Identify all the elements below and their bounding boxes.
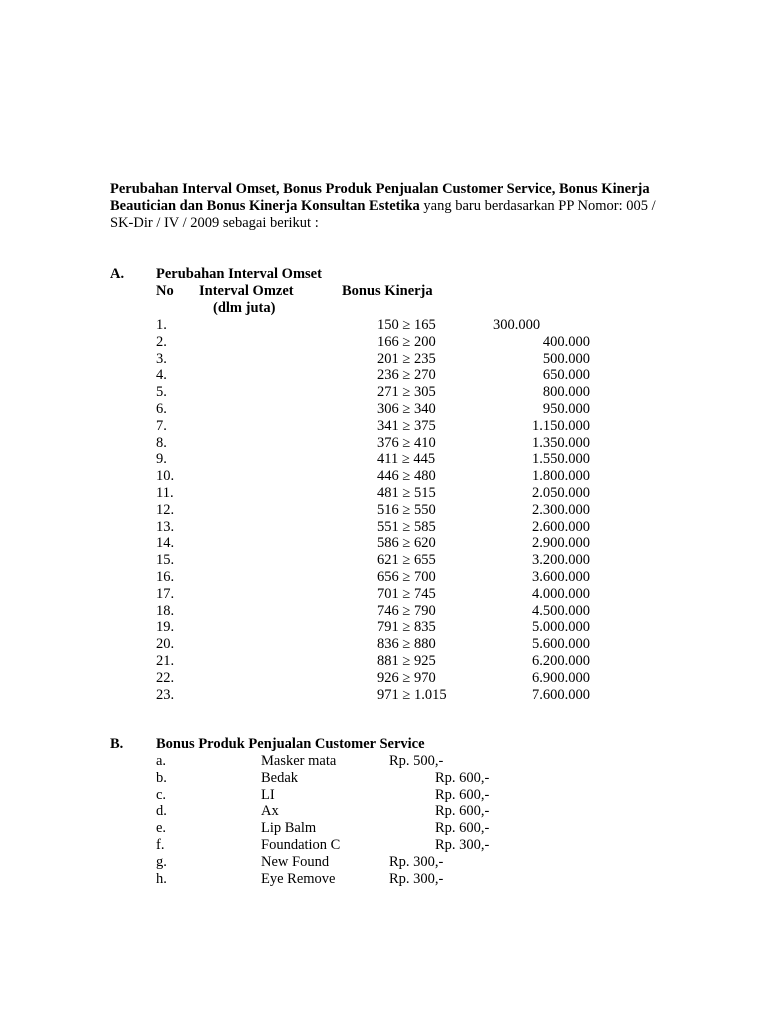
item-price: Rp. 600,-	[435, 786, 490, 803]
column-header-bonus: Bonus Kinerja	[342, 283, 433, 299]
item-price: Rp. 300,-	[435, 837, 490, 853]
row-interval: 971 ≥ 1.015	[377, 686, 447, 703]
list-item	[0, 753, 768, 770]
row-number: 10.	[156, 468, 175, 485]
table-row	[0, 401, 768, 418]
item-price: Rp. 500,-	[389, 753, 444, 769]
row-bonus: 1.150.000	[532, 417, 590, 434]
row-interval: 701 ≥ 745	[377, 585, 436, 602]
row-interval: 881 ≥ 925	[377, 653, 436, 669]
item-product: New Found	[261, 853, 330, 870]
list-item	[0, 787, 768, 804]
row-bonus: 3.600.000	[532, 569, 590, 585]
item-product: Masker mata	[261, 753, 337, 769]
row-bonus: 3.200.000	[532, 552, 590, 569]
row-bonus: 950.000	[542, 401, 590, 417]
table-row	[0, 670, 768, 687]
item-letter: f.	[156, 837, 165, 853]
item-letter: a.	[156, 753, 167, 769]
row-bonus: 4.000.000	[532, 585, 590, 602]
list-item	[0, 854, 768, 871]
row-bonus: 300.000	[493, 317, 541, 333]
column-header-interval-unit: (dlm juta)	[213, 300, 276, 316]
item-product: Foundation C	[261, 837, 341, 853]
section-a-letter: A.	[110, 266, 125, 282]
row-number: 23.	[156, 686, 175, 703]
table-row	[0, 687, 768, 704]
row-bonus: 2.300.000	[532, 501, 590, 518]
item-letter: h.	[156, 870, 167, 887]
row-interval: 271 ≥ 305	[377, 384, 436, 401]
item-price: Rp. 600,-	[435, 769, 490, 786]
table-row	[0, 502, 768, 519]
table-row	[0, 569, 768, 586]
row-bonus: 5.600.000	[532, 636, 590, 653]
section-a-title: Perubahan Interval Omset	[156, 266, 322, 282]
row-interval: 836 ≥ 880	[377, 636, 436, 653]
row-interval: 341 ≥ 375	[377, 417, 436, 434]
item-product: Bedak	[261, 769, 299, 786]
row-bonus: 2.050.000	[532, 485, 590, 501]
section-b-letter: B.	[110, 736, 124, 752]
item-letter: d.	[156, 803, 167, 820]
row-number: 5.	[156, 384, 167, 401]
item-letter: e.	[156, 820, 167, 837]
row-number: 7.	[156, 417, 167, 434]
intro-normal-text: yang baru berdasarkan PP Nomor: 005 / SK-Dir / IV / 2009 sebagai berikut :	[110, 198, 656, 231]
row-interval: 376 ≥ 410	[377, 434, 436, 451]
row-number: 20.	[156, 636, 175, 653]
row-bonus: 6.900.000	[532, 669, 590, 686]
row-number: 13.	[156, 518, 175, 535]
list-item	[0, 803, 768, 820]
table-row	[0, 519, 768, 536]
row-bonus: 650.000	[542, 367, 590, 384]
table-row	[0, 384, 768, 401]
table-row	[0, 552, 768, 569]
row-interval: 621 ≥ 655	[377, 552, 436, 569]
item-product: Ax	[261, 803, 279, 820]
row-number: 21.	[156, 653, 175, 669]
row-interval: 201 ≥ 235	[377, 350, 436, 367]
row-number: 1.	[156, 317, 167, 333]
row-bonus: 6.200.000	[532, 653, 590, 669]
row-bonus: 2.900.000	[532, 535, 590, 552]
row-interval: 446 ≥ 480	[377, 468, 436, 485]
item-letter: c.	[156, 786, 167, 803]
item-letter: b.	[156, 769, 167, 786]
table-row	[0, 653, 768, 670]
list-item	[0, 837, 768, 854]
row-number: 9.	[156, 451, 167, 468]
row-number: 19.	[156, 619, 175, 636]
item-price: Rp. 300,-	[389, 870, 444, 887]
table-row	[0, 586, 768, 603]
section-b-title: Bonus Produk Penjualan Customer Service	[156, 736, 425, 752]
row-bonus: 1.550.000	[532, 451, 590, 468]
list-item	[0, 871, 768, 888]
row-number: 11.	[156, 485, 174, 501]
row-number: 12.	[156, 501, 175, 518]
row-bonus: 800.000	[542, 384, 590, 401]
item-price: Rp. 600,-	[435, 820, 490, 837]
row-bonus: 7.600.000	[532, 686, 590, 703]
row-interval: 166 ≥ 200	[377, 333, 436, 350]
row-number: 2.	[156, 333, 167, 350]
row-bonus: 1.800.000	[532, 468, 590, 485]
table-row	[0, 485, 768, 502]
row-interval: 551 ≥ 585	[377, 518, 436, 535]
row-number: 14.	[156, 535, 175, 552]
item-price: Rp. 600,-	[435, 803, 490, 820]
table-row	[0, 619, 768, 636]
row-interval: 926 ≥ 970	[377, 669, 436, 686]
table-row	[0, 317, 768, 334]
row-number: 3.	[156, 350, 167, 367]
row-bonus: 4.500.000	[532, 602, 590, 619]
row-bonus: 5.000.000	[532, 619, 590, 636]
row-interval: 656 ≥ 700	[377, 569, 436, 585]
intro-bold-text: Perubahan Interval Omset, Bonus Produk Penjualan Customer Service, Bonus Kinerja Beautician dan Bonus Kinerja Konsultan Estetika	[110, 181, 650, 214]
item-product: Lip Balm	[261, 820, 317, 837]
list-item	[0, 820, 768, 837]
row-number: 15.	[156, 552, 175, 569]
table-row	[0, 367, 768, 384]
item-product: Eye Remove	[261, 870, 336, 887]
item-letter: g.	[156, 853, 167, 870]
table-row	[0, 603, 768, 620]
row-number: 6.	[156, 401, 167, 417]
row-number: 4.	[156, 367, 167, 384]
row-interval: 791 ≥ 835	[377, 619, 436, 636]
row-interval: 481 ≥ 515	[377, 485, 436, 501]
row-bonus: 1.350.000	[532, 434, 590, 451]
table-row	[0, 451, 768, 468]
table-row	[0, 468, 768, 485]
table-row	[0, 418, 768, 435]
row-number: 8.	[156, 434, 167, 451]
row-number: 17.	[156, 585, 175, 602]
row-interval: 411 ≥ 445	[377, 451, 436, 468]
list-item	[0, 770, 768, 787]
row-interval: 306 ≥ 340	[377, 401, 436, 417]
table-row	[0, 334, 768, 351]
table-row	[0, 435, 768, 452]
column-header-no: No	[156, 283, 174, 299]
column-header-interval: Interval Omzet	[199, 283, 294, 299]
row-interval: 236 ≥ 270	[377, 367, 436, 384]
row-number: 18.	[156, 602, 175, 619]
item-price: Rp. 300,-	[389, 853, 444, 870]
row-interval: 746 ≥ 790	[377, 602, 436, 619]
row-bonus: 2.600.000	[532, 518, 590, 535]
table-row	[0, 351, 768, 368]
intro-paragraph	[110, 181, 670, 232]
row-interval: 150 ≥ 165	[377, 317, 436, 333]
row-bonus: 500.000	[542, 350, 590, 367]
row-interval: 516 ≥ 550	[377, 501, 436, 518]
item-product: LI	[261, 786, 275, 803]
row-number: 22.	[156, 669, 175, 686]
table-row	[0, 636, 768, 653]
row-bonus: 400.000	[542, 333, 590, 350]
table-row	[0, 535, 768, 552]
row-interval: 586 ≥ 620	[377, 535, 436, 552]
row-number: 16.	[156, 569, 175, 585]
